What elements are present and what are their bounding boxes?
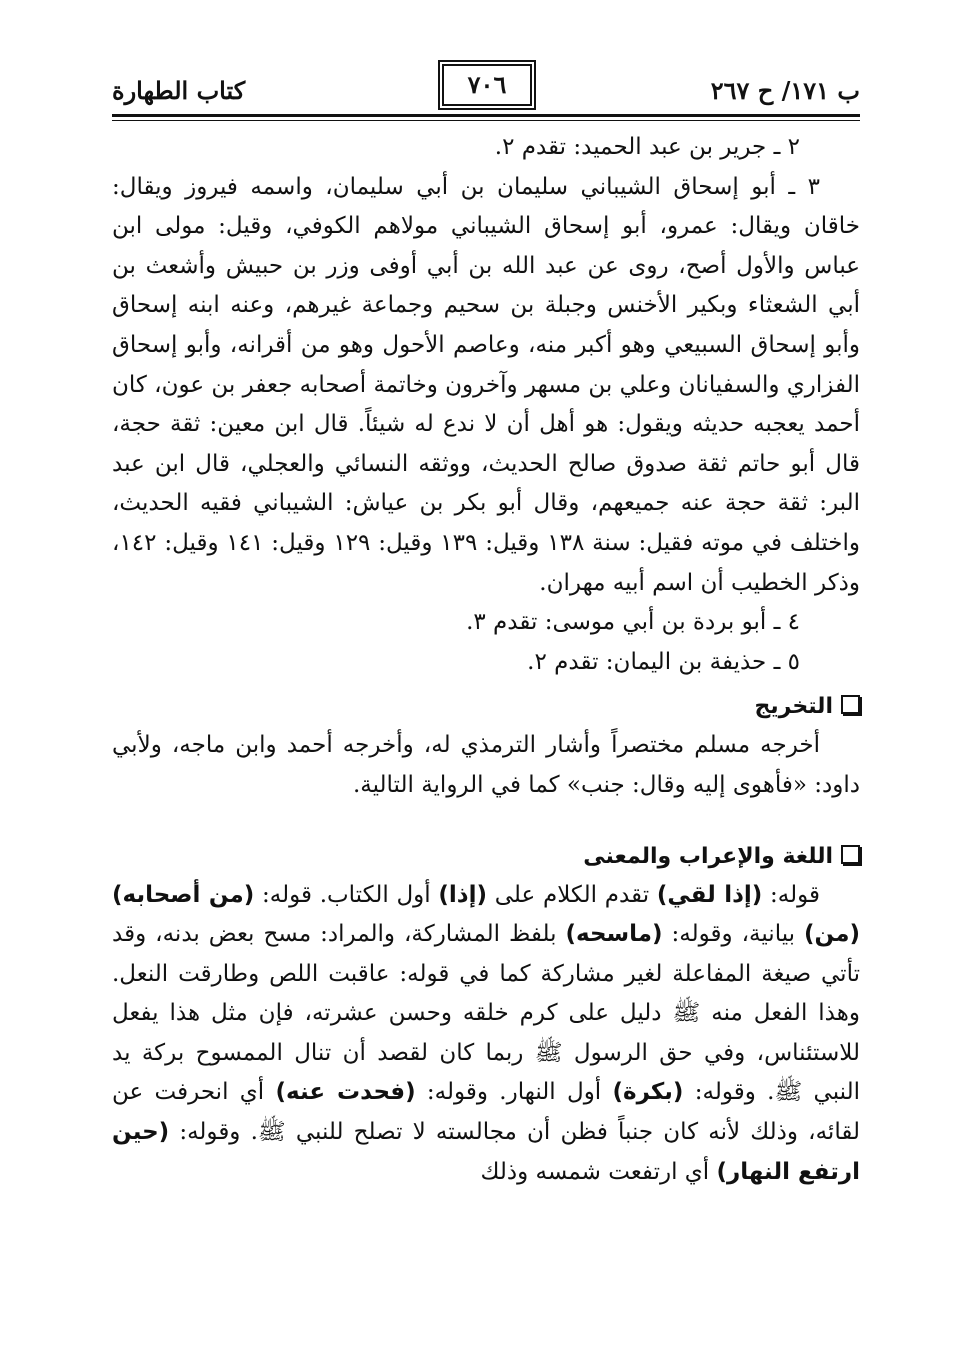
lugha-title: اللغة والإعراب والمعنى	[583, 843, 833, 869]
header-rule-thin	[112, 120, 860, 121]
text-segment: أي ارتفعت شمسه وذلك	[480, 1158, 717, 1185]
quoted-phrase: (إذا)	[438, 881, 487, 908]
quoted-phrase: (ماسحه)	[565, 921, 663, 948]
narrator-2: ٢ ـ جرير بن عبد الحميد: تقدم ٢.	[494, 134, 800, 160]
narrator-3: ٣ ـ أبو إسحاق الشيباني سليمان بن أبي سليمان، واسمه فيروز ويقال: خاقان ويقال: عمرو، أبو إسحاق الشيباني مولاهم الكوفي، وقيل: مولى ابن عباس والأول أصح، روى عن عبد الله بن أبي أوفى وزر بن حبيش وأشعث بن أبي الشعثاء وبكير الأخنس وجبلة بن سحيم وجماعة غيرهم، وعنه ابنه إسحاق وأبو إسحاق السبيعي وهو أكبر منه، وعاصم الأحول وهو من أقرانه، وأبو إسحاق الفزاري والسفيانان وعلي بن مسهر وآخرون وخاتمة أصحابه جعفر بن عون، كان أحمد يعجبه حديثه ويقول: هو أهل أن لا ندع له شيئاً. قال ابن معين: ثقة حجة، قال أبو حاتم ثقة صدوق صالح الحديث، ووثقه النسائي والعجلي، قال ابن عبد البر: ثقة حجة عنه جميعهم، وقال أبو بكر بن عياش: الشيباني فقيه الحديث، واختلف في موته فقيل: سنة ١٣٨ وقيل: ١٣٩ وقيل: ١٢٩ وقيل: ١٤١ وقيل: ١٤٢، وذكر الخطيب أن اسم أبيه مهران.	[112, 173, 860, 596]
text-segment: أول الكتاب. قوله:	[254, 881, 439, 908]
quoted-phrase: (بكرة)	[612, 1079, 684, 1106]
page-header	[112, 70, 860, 116]
lugha-heading	[112, 838, 860, 876]
page-number: ٧٠٦	[442, 64, 532, 106]
text-segment: بلفظ المشاركة، والمراد: مسح بعض بدنه، وقد تأتي صيغة المفاعلة لغير مشاركة كما في قوله: عاقبت اللص وطارقت النعل. وهذا الفعل منه ﷺ دليل على كرم خلقه وحسن عشرته، فإن مثل هذا يفعل للاستئناس، وفي حق الرسول ﷺ ربما كان لقصد أن تنال الممسوح بركة يد النبي ﷺ. وقوله:	[112, 921, 860, 1106]
narrator-4: ٤ ـ أبو بردة بن أبي موسى: تقدم ٣.	[466, 609, 800, 636]
takhrij-heading	[112, 688, 860, 726]
takhrij-text: أخرجه مسلم مختصراً وأشار الترمذي له، وأخرجه أحمد وابن ماجه، ولأبي داود: «فأهوى إليه وقال: جنب» كما في الرواية التالية.	[112, 732, 860, 798]
quoted-phrase: (من)	[804, 921, 861, 948]
hadith-reference: ب ١٧١/ ح ٢٦٧	[710, 76, 860, 105]
quoted-phrase: (إذا لقي)	[656, 881, 763, 908]
header-rule-thick	[112, 114, 860, 117]
text-segment: تقدم الكلام على	[487, 881, 657, 908]
takhrij-title: التخريج	[754, 694, 833, 720]
square-bullet-icon	[841, 695, 860, 714]
text-segment: أي انحرفت عن لقائه، وذلك لأنه كان جنباً فظن أن مجالسته لا تصلح للنبي ﷺ. وقوله:	[112, 1079, 860, 1146]
quoted-phrase: (فحدت عنه)	[275, 1079, 416, 1106]
narrator-5: ٥ ـ حذيفة بن اليمان: تقدم ٢.	[527, 648, 800, 675]
book-title: كتاب الطهارة	[112, 76, 246, 105]
lugha-text	[112, 876, 860, 1193]
square-bullet-icon	[841, 845, 860, 864]
text-segment: بيانية، وقوله:	[662, 921, 805, 948]
text-segment: أول النهار. وقوله:	[415, 1079, 613, 1106]
quoted-phrase: (من أصحابه)	[112, 881, 255, 908]
text-segment: قوله:	[762, 881, 821, 908]
quoted-phrase: (حين ارتفع النهار)	[112, 1119, 860, 1185]
page-body	[112, 128, 860, 1192]
